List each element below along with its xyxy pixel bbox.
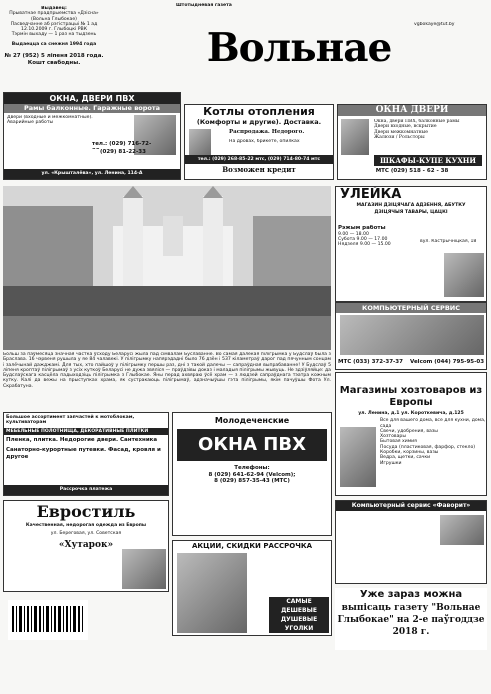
issue-number: № 27 (952) 5 лiпеня 2018 года. — [4, 52, 104, 59]
ad-title: Котлы отопления — [203, 105, 315, 118]
ad-title: ОКНА ДВЕРИ — [338, 105, 486, 116]
ad-phone: Velcom (044) 795-95-03 — [410, 359, 485, 365]
ad-line: Посуда (пластиковая, фарфор, стекло) — [380, 444, 476, 450]
ad-body: Двери (входные и межкомнатные). Аварийные работы — [7, 115, 93, 126]
subscribe-block — [335, 588, 487, 650]
ad-line: На дровах, брикете, опилках — [229, 139, 300, 144]
barcode — [8, 600, 88, 640]
ad-line: Санаторно-курортные путевки. Фасад, кровля и другое — [6, 447, 161, 461]
ad-title: КОМПЬЮТЕРНЫЙ СЕРВИС — [336, 303, 486, 313]
ad-title: АКЦИИ, СКИДКИ РАССРОЧКА — [191, 542, 313, 550]
kids-image — [444, 253, 484, 297]
ad-line: Жалюзи / Рольсторы — [374, 134, 425, 140]
subscribe-line2: выпісаць газету "Вольнае Глыбокае" на 2-е паўгоддзе 2018 г. — [337, 603, 485, 637]
ad-subtitle: МАГАЗИН ДЗIЦЯЧАГА АДЗЕННЯ, АБУТКУ — [356, 203, 466, 208]
phones-title: Телефоны: — [234, 465, 270, 471]
clothes-image — [122, 549, 166, 589]
publisher-label: Выдавец: — [41, 6, 67, 11]
ad-okna-pvh — [172, 412, 332, 536]
ad-computer-service — [335, 302, 487, 370]
newspaper-title: Вольнае — [206, 25, 392, 71]
ad-credit: Возможен кредит — [222, 165, 296, 174]
hours-title: Рэжым работы — [338, 225, 386, 231]
ad-line: Пленка, плитка. Недорогие двери. Сантехника — [6, 436, 158, 443]
main-photo — [3, 186, 331, 350]
article-paragraph: Не здзіўляйце: да Будслаўскага касцёла падыходзіць пілігрымка з Глыбокае. Яны перад ахвяраю ўсё храм — з людзей сапраўднага тэатра кожным кутку. Калі да вежы на прыступках храма, як сустракаюць пілігрымаў, адзначыўшы гэта пілігрымы, якім пачуўшы Фота Ул. Скрабатуна. — [3, 367, 331, 389]
ad-phone: (029) 81-22-33 — [100, 149, 146, 155]
ad-children-shop — [335, 186, 487, 302]
ad-phone: тел.: (029) 716-72- — [92, 141, 152, 147]
ad-line: Ведра, щетки, сачки — [380, 455, 431, 461]
ad-phone: МТС (033) 372-37-37 — [338, 359, 403, 365]
computer-image — [340, 315, 484, 355]
hours-line: 9.00 — 18.00 — [338, 231, 369, 237]
ad-line: Окна, двери ПВХ, балконные рамы — [374, 119, 460, 124]
barcode-graphic — [8, 600, 88, 640]
ad-line: Большое ассортимент запчастей к мотоблокам, культиваторам — [6, 415, 135, 426]
ad-subtitle: Качественная, недорогая одежда из Европы — [25, 523, 147, 528]
laptop-image — [440, 515, 484, 545]
ad-line: Все для вашего дома, все для кухни, дома, сада — [380, 418, 486, 429]
ad-title: Евростиль — [36, 502, 136, 521]
shower-image — [177, 553, 247, 633]
ad-phone: МТС (029) 518 - 62 - 38 — [375, 168, 449, 174]
ad-address: ул. Ленина, д.1 ул. Короткевича, д.125 — [358, 411, 464, 416]
ad-address: ул. «Крышталёва», ул. Ленина, 114-А — [4, 169, 180, 179]
ad-line: ДЗIЦЯЧЫЯ ТАВАРЫ, ЦАЦКІ — [374, 210, 448, 216]
ad-line: Двери межкомнатные — [374, 129, 429, 135]
email: vgbokaye@tut.by — [414, 22, 455, 27]
ad-line: Бытовая химия — [380, 439, 417, 445]
goods-image — [340, 427, 376, 487]
ad-phone: 8 (029) 857-35-43 (МТС) — [214, 478, 290, 485]
hours-line: Нядзеля 9.00 — 15.00 — [338, 242, 391, 248]
ad-title: Молодеченские — [214, 416, 290, 425]
ad-heating — [184, 104, 334, 180]
ad-windows-doors — [337, 104, 487, 180]
ad-subtitle: Рамы балконные. Гаражные ворота — [4, 104, 180, 113]
ad-title: Магазины хозтоваров из Европы — [339, 385, 483, 408]
article-paragraph: Больш за паўмесяца значная частка ўсходу Беларусі жыла пад сімвалам Буславанне. Во самая далёкая пілігрымка у Будслаў была з Браслава. 16 чэрвеня рушыла у яе 84 чалавекі. У пілігрымку напярэдадні было 76 дзён і 537 кіламетраў дарог пад пячунным сонцам і залёчынай дажджамі. Для тых, хто пайшоў у пілігрымку першы раз, дні з такой далечы — сапраўдная выпрабаванне! У Будслаў 5 ліпеня кроптаў пілігрымаў з усіх куткоў Беларусі не дужа звяліся — праўдзівы доказ і маладыя пілігрымы жывуць. — [3, 352, 331, 373]
ad-big-title: ОКНА ПВХ — [177, 429, 327, 461]
ad-favorit — [335, 500, 487, 584]
price: Кошт свабодны. — [27, 59, 81, 66]
ad-address: вул. Кастрычніцкая, 18 — [420, 239, 477, 244]
ad-phones: тел.: (029) 268-85-22 мтс, (029) 714-80-74 мтс — [185, 155, 333, 164]
hours-line: Субота 9.00 — 17.00 — [338, 236, 388, 242]
publisher-line: Прыватнае прадпрыемства «Дзісна» (Вольна Глыбокае) — [9, 11, 99, 22]
church-photo-illustration — [3, 186, 331, 350]
founded: Выдаецца са снежня 1994 года — [11, 41, 97, 47]
publisher-line: Пасведчанне аб рэгістрацыі № 1 ад — [10, 21, 98, 27]
ad-phone: 8 (029) 641-62-94 (Velcom); — [208, 471, 296, 478]
ad-evrostil — [3, 500, 169, 592]
ad-line: Двери входные, вскрытие — [374, 124, 437, 130]
ad-pvh-doors — [3, 92, 181, 180]
ad-line: Свечи, удобрения, вазы — [380, 428, 438, 434]
ad-subtitle: (Комфорты и другие). Доставка. — [196, 118, 322, 126]
ad-line: МЕБЕЛЬНЫЕ ПОЛОТНИЩА, ДЕКОРАТИВНЫЕ ПЛИТКИ — [4, 428, 168, 435]
tagline: Штотыднёвая газета — [176, 3, 232, 8]
ad-special-offers — [172, 540, 332, 636]
window-image — [341, 119, 369, 155]
ad-shops: ул. Береговая, ул. Советская — [50, 531, 122, 537]
ad-line: Игрушки — [380, 460, 402, 466]
ad-line: Распродажа. Недорого. — [229, 129, 305, 135]
ad-name: «Хутарок» — [58, 539, 114, 550]
ad-sub: САМЫЕ ДЕШЕВЫЕ ДУШЕВЫЕ УГОЛКИ — [269, 597, 329, 633]
ad-footer: Рассрочка платежа — [4, 485, 168, 495]
publisher-line: Тэрмін выхаду — 1 раз на тыдзень — [11, 32, 97, 38]
ad-title: ОКНА, ДВЕРИ ПВХ — [4, 93, 180, 104]
ad-kitchen: ШКАФЫ-КУПЕ КУХНИ — [374, 155, 482, 166]
article-body — [3, 352, 331, 408]
ad-title: Компьютерный сервис «Фаворит» — [336, 501, 486, 511]
ad-title: УЛЕЙКА — [340, 187, 402, 202]
publisher-info — [4, 6, 104, 106]
ad-household-goods — [335, 372, 487, 496]
publisher-line: 12.10.2009 г. Глыбоцкі РВК — [21, 27, 87, 33]
subscribe-line1: Уже зараз можна — [359, 589, 463, 600]
ad-line: Коробки, корзины, вазы — [380, 449, 439, 455]
ad-line: Хозтовары — [380, 434, 406, 440]
ad-furniture — [3, 412, 169, 496]
